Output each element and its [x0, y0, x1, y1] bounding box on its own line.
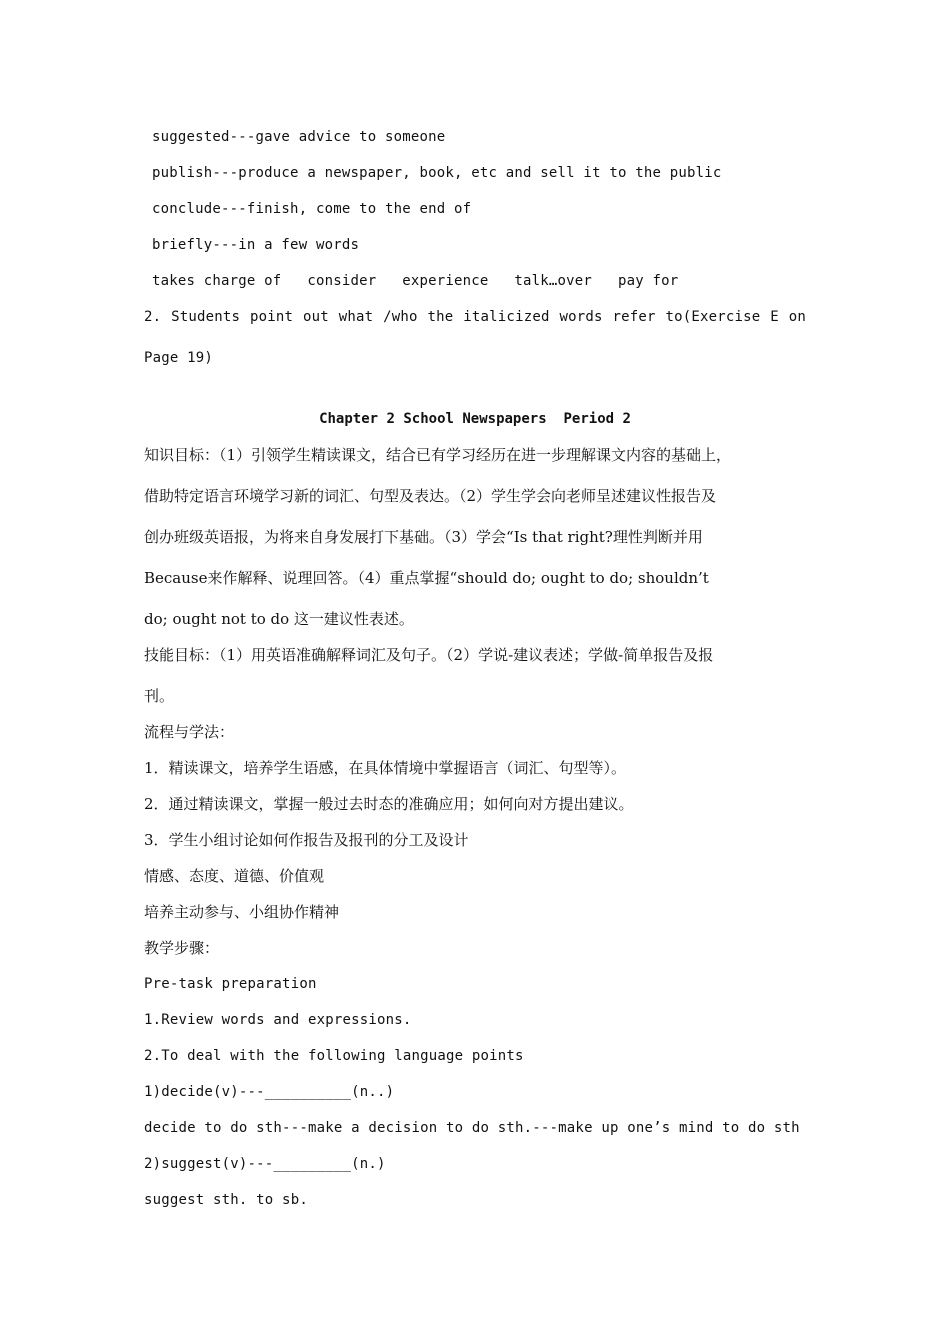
- pretask-heading: Pre-task preparation: [144, 976, 317, 992]
- exercise-line-1: 2. Students point out what /who the italicized words refer to(Exercise E on: [144, 309, 806, 325]
- decide-example-line: decide to do sth---make a decision to do sth.---make up one’s mind to do sth: [144, 1120, 800, 1136]
- skill-goal-line-1: 技能目标：（1）用英语准确解释词汇及句子。（2）学说-建议表述；学做-简单报告及报: [144, 646, 714, 664]
- process-heading: 流程与学法：: [144, 723, 235, 741]
- process-item-3: 3．学生小组讨论如何作报告及报刊的分工及设计: [144, 831, 469, 849]
- knowledge-goal-line-2: 借助特定语言环境学习新的词汇、句型及表达。（2）学生学会向老师呈述建议性报告及: [144, 487, 717, 505]
- suggest-example-line: suggest sth. to sb.: [144, 1192, 308, 1208]
- chapter-title: Chapter 2 School Newspapers Period 2: [319, 411, 631, 427]
- knowledge-goal-line-3: 创办班级英语报，为将来自身发展打下基础。（3）学会“Is that right?理性判断并用: [144, 528, 703, 546]
- process-item-2: 2．通过精读课文，掌握一般过去时态的准确应用；如何向对方提出建议。: [144, 795, 634, 813]
- process-item-1: 1．精读课文，培养学生语感，在具体情境中掌握语言（词汇、句型等）。: [144, 759, 627, 777]
- skill-goal-line-2: 刊。: [144, 687, 175, 705]
- vocab-line-2: publish---produce a newspaper, book, etc and sell it to the public: [152, 165, 722, 181]
- vocab-line-1: suggested---gave advice to someone: [152, 129, 446, 145]
- steps-heading: 教学步骤：: [144, 939, 220, 957]
- exercise-line-2: Page 19): [144, 350, 214, 366]
- knowledge-goal-line-4: Because来作解释、说理回答。（4）重点掌握“should do; ought to do; shouldn’t: [144, 569, 709, 587]
- emotion-heading: 情感、态度、道德、价值观: [144, 867, 325, 885]
- suggest-line: 2)suggest(v)---_________(n.): [144, 1156, 386, 1172]
- decide-line: 1)decide(v)---__________(n..): [144, 1084, 395, 1100]
- knowledge-goal-line-1: 知识目标：（1）引领学生精读课文，结合已有学习经历在进一步理解课文内容的基础上，: [144, 446, 732, 464]
- emotion-text: 培养主动参与、小组协作精神: [144, 903, 340, 921]
- review-line: 1.Review words and expressions.: [144, 1012, 412, 1028]
- vocab-line-4: briefly---in a few words: [152, 237, 360, 253]
- vocab-line-3: conclude---finish, come to the end of: [152, 201, 472, 217]
- language-points-line: 2.To deal with the following language points: [144, 1048, 524, 1064]
- knowledge-goal-line-5: do; ought not to do 这一建议性表述。: [144, 610, 414, 628]
- vocab-phrases-line: takes charge of consider experience talk…over pay for: [152, 273, 679, 289]
